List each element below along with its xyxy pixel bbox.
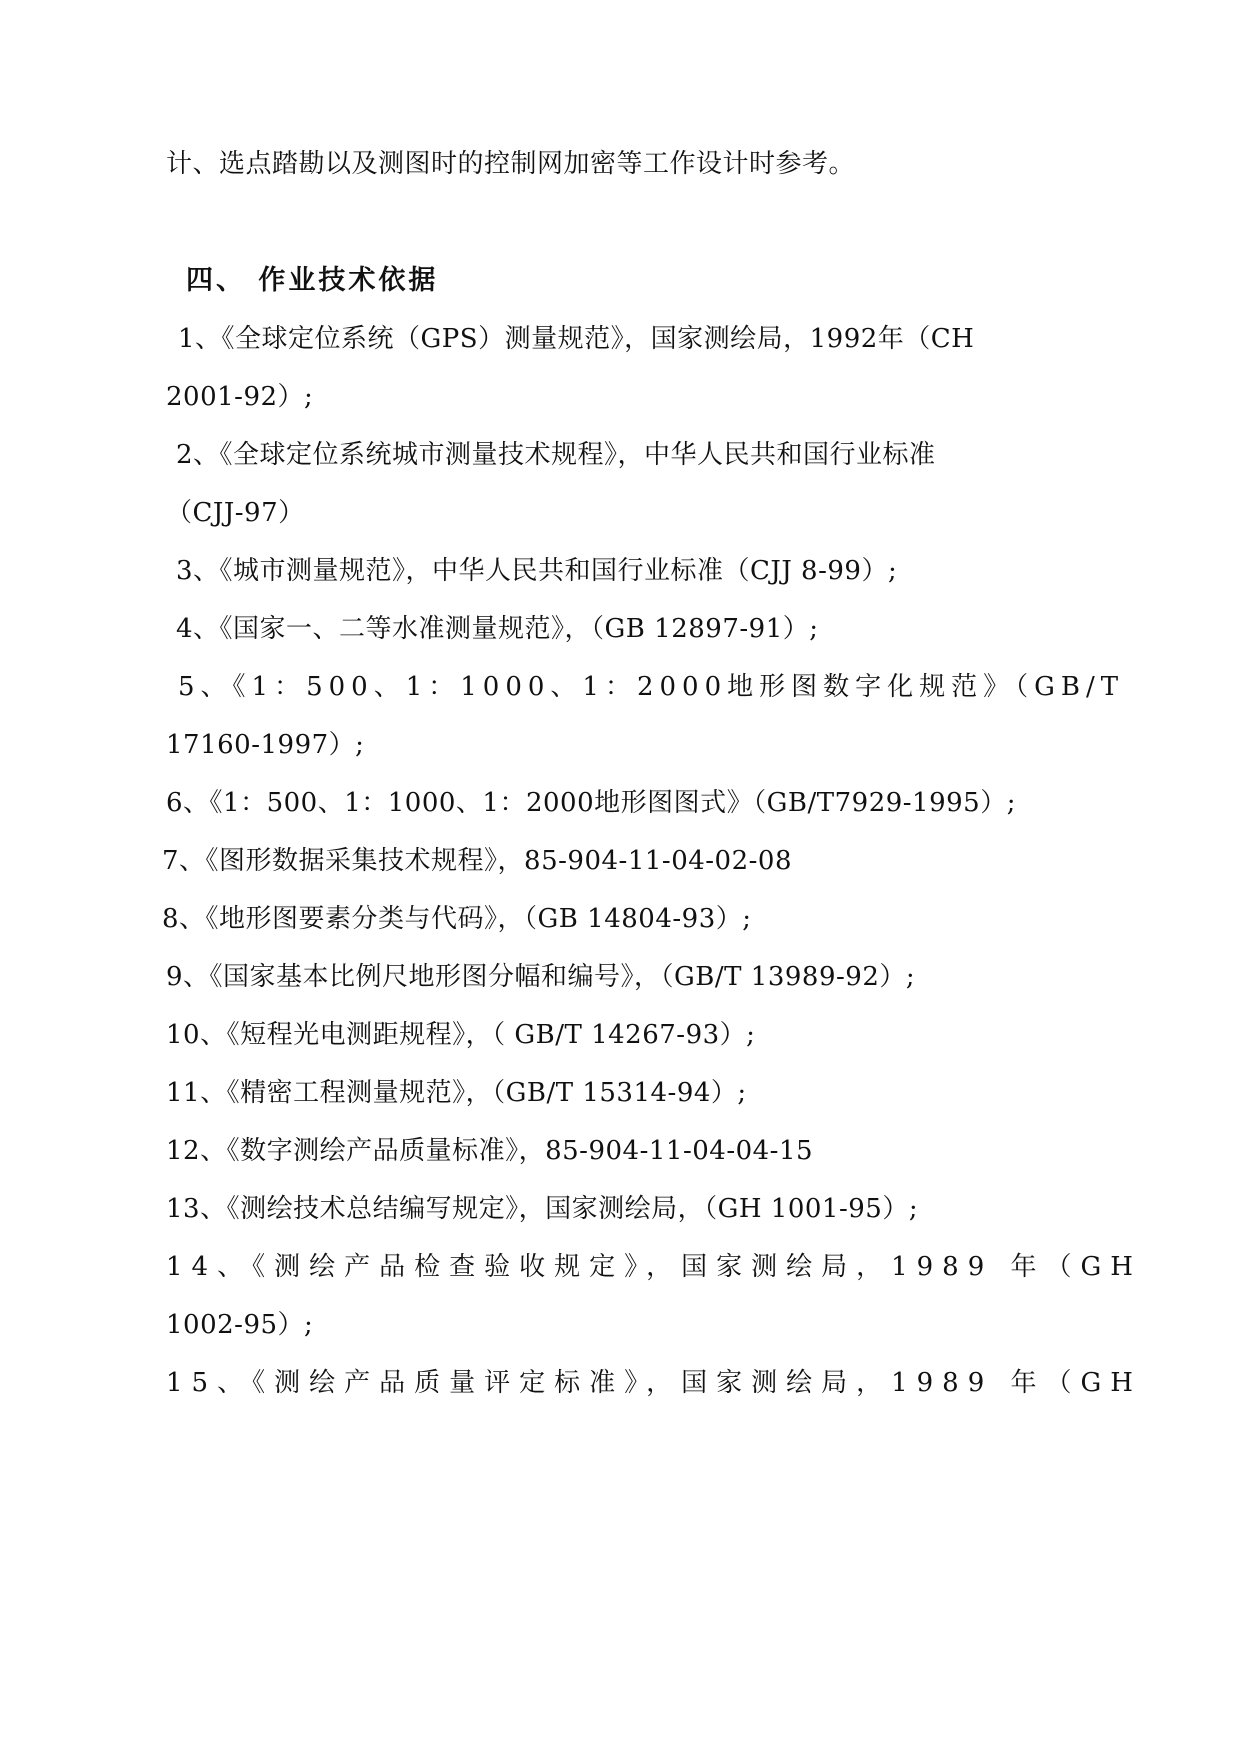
reference-item-7: 7、《图形数据采集技术规程》，85-904-11-04-02-08 (162, 846, 793, 876)
reference-item-5-line-2: 17160-1997）; (166, 730, 365, 760)
reference-item-2-line-1: 2、《全球定位系统城市测量技术规程》，中华人民共和国行业标准 (176, 440, 936, 470)
reference-item-14-line-1: 14、《测绘产品检查验收规定》，国家测绘局，1989 年（GH (166, 1252, 1142, 1282)
reference-item-12: 12、《数字测绘产品质量标准》，85-904-11-04-04-15 (166, 1136, 814, 1166)
reference-item-8: 8、《地形图要素分类与代码》，（GB 14804-93）; (162, 904, 752, 934)
reference-item-1-line-2: 2001-92）; (166, 382, 314, 412)
section-heading: 四、 作业技术依据 (186, 265, 439, 296)
reference-item-1-line-1: 1、《全球定位系统（GPS）测量规范》，国家测绘局，1992年（CH (178, 324, 975, 354)
reference-item-5-line-1: 5、《1：500、1：1000、1：2000地形图数字化规范》（GB/T (178, 672, 1125, 702)
reference-item-9: 9、《国家基本比例尺地形图分幅和编号》，（GB/T 13989-92）; (166, 962, 916, 992)
reference-item-15-line-1: 15、《测绘产品质量评定标准》，国家测绘局，1989 年（GH (166, 1368, 1142, 1398)
reference-item-6: 6、《1：500、1：1000、1：2000地形图图式》（GB/T7929-1995）; (166, 788, 1016, 818)
reference-item-4: 4、《国家一、二等水准测量规范》，（GB 12897-91）; (176, 614, 819, 644)
reference-item-10: 10、《短程光电测距规程》，（ GB/T 14267-93）; (166, 1020, 756, 1050)
intro-tail-text: 计、选点踏勘以及测图时的控制网加密等工作设计时参考。 (166, 149, 856, 179)
reference-item-11: 11、《精密工程测量规范》，（GB/T 15314-94）; (166, 1078, 747, 1108)
reference-item-2-line-2: （CJJ-97） (166, 498, 305, 528)
reference-item-13: 13、《测绘技术总结编写规定》，国家测绘局，（GH 1001-95）; (166, 1194, 919, 1224)
reference-item-14-line-2: 1002-95）; (166, 1310, 314, 1340)
reference-item-3: 3、《城市测量规范》，中华人民共和国行业标准（CJJ 8-99）; (176, 556, 898, 586)
